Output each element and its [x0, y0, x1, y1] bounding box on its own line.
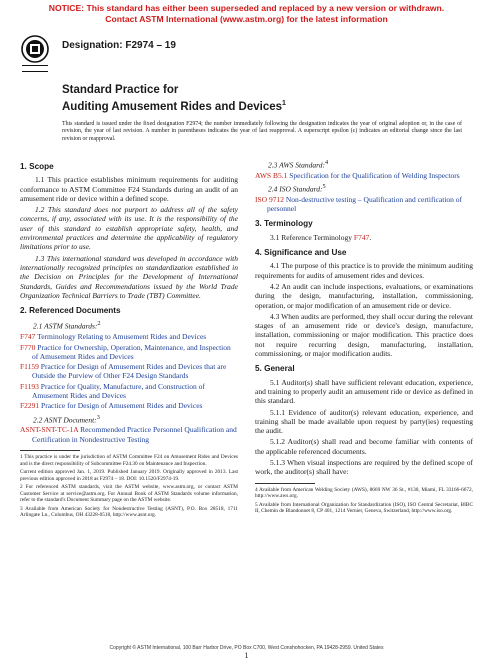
iso-standard-heading	[268, 182, 473, 194]
astm-logo	[20, 30, 50, 80]
para-1-2-text: 1.2 This standard does not purport to address all of the safety concerns, if any, associated with its use. It is the responsibility of the user of this standard to establish appropriate safety, health, and environmental practices and determine the applicability of regulatory limitations prior to use.	[20, 205, 238, 252]
reference-f1193[interactable]	[20, 382, 238, 401]
reference-aws-b5-1[interactable]	[255, 171, 473, 180]
aws-standard-sup: 4	[325, 159, 329, 166]
reference-f2291[interactable]	[20, 401, 238, 410]
ref-code[interactable]: F747	[20, 332, 36, 342]
ref-title[interactable]: Practice for Design of Amusement Rides and Devices	[41, 401, 203, 411]
footnote-3: 3 Available from American Society for Nondestructive Testing (ASNT), P.O. Box 28518, 1711 Arlingate Ln., Columbus, OH 43228-0518, http://www.asnt.org.	[20, 505, 238, 519]
ref-code[interactable]: AWS B5.1	[255, 170, 288, 180]
ref-title[interactable]: Practice for Ownership, Operation, Maintenance, and Inspection of Amusement Rides and Devices	[32, 342, 231, 361]
supersession-notice	[0, 3, 493, 24]
title-footnote-marker: 1	[282, 100, 286, 107]
designation: Designation: F2974 – 19	[62, 40, 176, 51]
reference-asnt[interactable]	[20, 425, 238, 444]
title-line-2	[62, 97, 286, 114]
para-1-3-text: 1.3 This international standard was developed in accordance with internationally recognized principles on standardization established in the Decision on Principles for the Development of International Standards, Guides and Recommendations issued by the World Trade Organization Technical Barriers to Trade (TBT) Committee.	[20, 253, 238, 300]
document-title	[62, 83, 286, 114]
footnote-2: 2 For referenced ASTM standards, visit the ASTM website, www.astm.org, or contact ASTM Customer Service at service@astm.org. For Annual Book of ASTM Standards volume information, refer to the standard's Document Summary page on the ASTM website.	[20, 484, 238, 504]
page-number: 1	[244, 651, 249, 660]
title-main: Auditing Amusement Rides and Devices	[62, 100, 283, 113]
ref-code[interactable]: ISO 9712	[255, 194, 284, 204]
heading-terminology: 3. Terminology	[255, 219, 313, 229]
link-f747[interactable]: F747	[353, 232, 370, 242]
para-4-1: 4.1 The purpose of this practice is to provide the minimum auditing requirements for audits of amusement rides and devices.	[255, 261, 473, 280]
asnt-document-sup: 3	[96, 413, 100, 421]
issuance-note: This standard is issued under the fixed designation F2974; the number immediately following the designation indicates the year of original adoption or, in the case of revision, the year of last revision. A number in parentheses indicates the year of last reapproval. A superscript epsilon (ε) indicates an editorial change since the last revision or reapproval.	[62, 121, 462, 142]
ref-code[interactable]: ASNT-SNT-TC-1A	[20, 425, 79, 435]
reference-f1159[interactable]	[20, 362, 238, 381]
para-5-1-1: 5.1.1 Evidence of auditor(s) relevant education, experience, and training shall be made available upon request by party(ies) requesting the audit.	[255, 407, 473, 436]
para-1-2	[20, 205, 238, 251]
left-column	[20, 156, 238, 521]
title-line-1: Standard Practice for	[62, 84, 179, 96]
footnote-4: 4 Available from American Welding Society (AWS), 8669 NW 36 St., #130, Miami, FL 33166-6672, http://www.aws.org.	[255, 486, 473, 500]
footnote-1: 1 This practice is under the jurisdiction of ASTM Committee F24 on Amusement Rides and Devices and is the direct responsibility of Subcommittee F24.30 on Maintenance and Inspection.	[20, 454, 238, 467]
reference-f747[interactable]	[20, 332, 238, 341]
reference-f770[interactable]	[20, 343, 238, 362]
ref-title[interactable]: Non-destructive testing – Qualification and certification of personnel	[267, 194, 463, 214]
para-3-1-text: 3.1 Reference Terminology	[270, 232, 354, 242]
para-1-3	[20, 254, 238, 300]
ref-title[interactable]: Specification for the Qualification of Welding Inspectors	[289, 170, 460, 180]
astm-standards-sup: 2	[97, 320, 101, 328]
heading-general: 5. General	[255, 364, 295, 374]
footnote-rule	[255, 483, 315, 484]
para-4-2: 4.2 An audit can include inspections, evaluations, or examinations during the design, manufacturing, installation, commissioning, operation, or major modification of an amusement ride or device.	[255, 281, 473, 310]
ref-code[interactable]: F2291	[20, 401, 40, 411]
reference-iso-9712[interactable]	[255, 195, 473, 214]
para-5-1-2: 5.1.2 Auditor(s) shall read and become familiar with contents of the applicable referenced documents.	[255, 437, 473, 456]
iso-standard-label: 2.4 ISO Standard:	[268, 184, 323, 194]
notice-line-1: NOTICE: This standard has either been superseded and replaced by a new version or withdrawn.	[48, 3, 445, 13]
aws-standard-label: 2.3 AWS Standard:	[268, 160, 326, 170]
heading-significance-and-use: 4. Significance and Use	[255, 248, 347, 258]
astm-reference-list	[20, 332, 238, 410]
footnote-rule	[20, 450, 80, 451]
astm-standards-label: 2.1 ASTM Standards:	[33, 321, 98, 331]
ref-code[interactable]: F1159	[20, 362, 39, 372]
asnt-document-heading	[33, 413, 238, 425]
right-column	[255, 156, 473, 517]
para-5-1: 5.1 Auditor(s) shall have sufficient relevant education, experience, and training to properly audit an amusement ride or device as defined in this standard.	[255, 377, 473, 406]
ref-title[interactable]: Practice for Quality, Manufacture, and Construction of Amusement Rides and Devices	[32, 381, 205, 401]
ref-title[interactable]: Recommended Practice Personnel Qualification and Certification in Nondestructive Testing	[32, 425, 237, 444]
footnote-5: 5 Available from International Organization for Standardization (ISO), ISO Central Secretariat, BIBC II, Chemin de Blandonnet 8, CP 401, 1214 Vernier, Geneva, Switzerland, http://www.iso.org.	[255, 501, 473, 515]
notice-line-2: Contact ASTM International (www.astm.org) for the latest information	[105, 13, 388, 24]
iso-standard-sup: 5	[322, 183, 326, 191]
ref-code[interactable]: F770	[20, 342, 36, 352]
astm-standards-heading	[33, 319, 238, 331]
ref-title[interactable]: Practice for Design of Amusement Rides and Devices that are Outside the Purview of Other F24 Design Standards	[32, 362, 227, 381]
ref-code[interactable]: F1193	[20, 381, 39, 391]
copyright-footer: Copyright © ASTM International, 100 Barr Harbor Drive, PO Box C700, West Conshohocken, PA 19428-2959. United States	[109, 645, 384, 651]
footnote-1-continued: Current edition approved Jan. 1, 2019. Published January 2019. Originally approved in 2013. Last previous edition approved in 2018 as F2974 – 18. DOI: 10.1520/F2974-19.	[20, 469, 238, 482]
heading-referenced-documents: 2. Referenced Documents	[20, 306, 121, 316]
para-1-1: 1.1 This practice establishes minimum requirements for auditing conformance to ASTM Committee F24 Standards during an audit of an amusement ride or device within a defined scope.	[20, 175, 238, 203]
para-5-1-3: 5.1.3 When visual inspections are required by the defined scope of work, the auditor(s) shall have:	[255, 458, 473, 477]
heading-scope: 1. Scope	[20, 162, 54, 171]
asnt-document-label: 2.2 ASNT Document:	[33, 415, 97, 425]
para-3-1: 3.1 Reference Terminology F747.	[270, 232, 372, 242]
para-4-3: 4.3 When audits are performed, they shall occur during the relevant stages of an amusement ride or device's design, manufacture, installation, commissioning or major modification. This practice does not require recurring design, manufacturing, installation, commissioning, or major modification audits.	[255, 311, 473, 359]
ref-title[interactable]: Terminology Relating to Amusement Rides and Devices	[37, 332, 207, 342]
aws-standard-heading	[268, 158, 473, 170]
